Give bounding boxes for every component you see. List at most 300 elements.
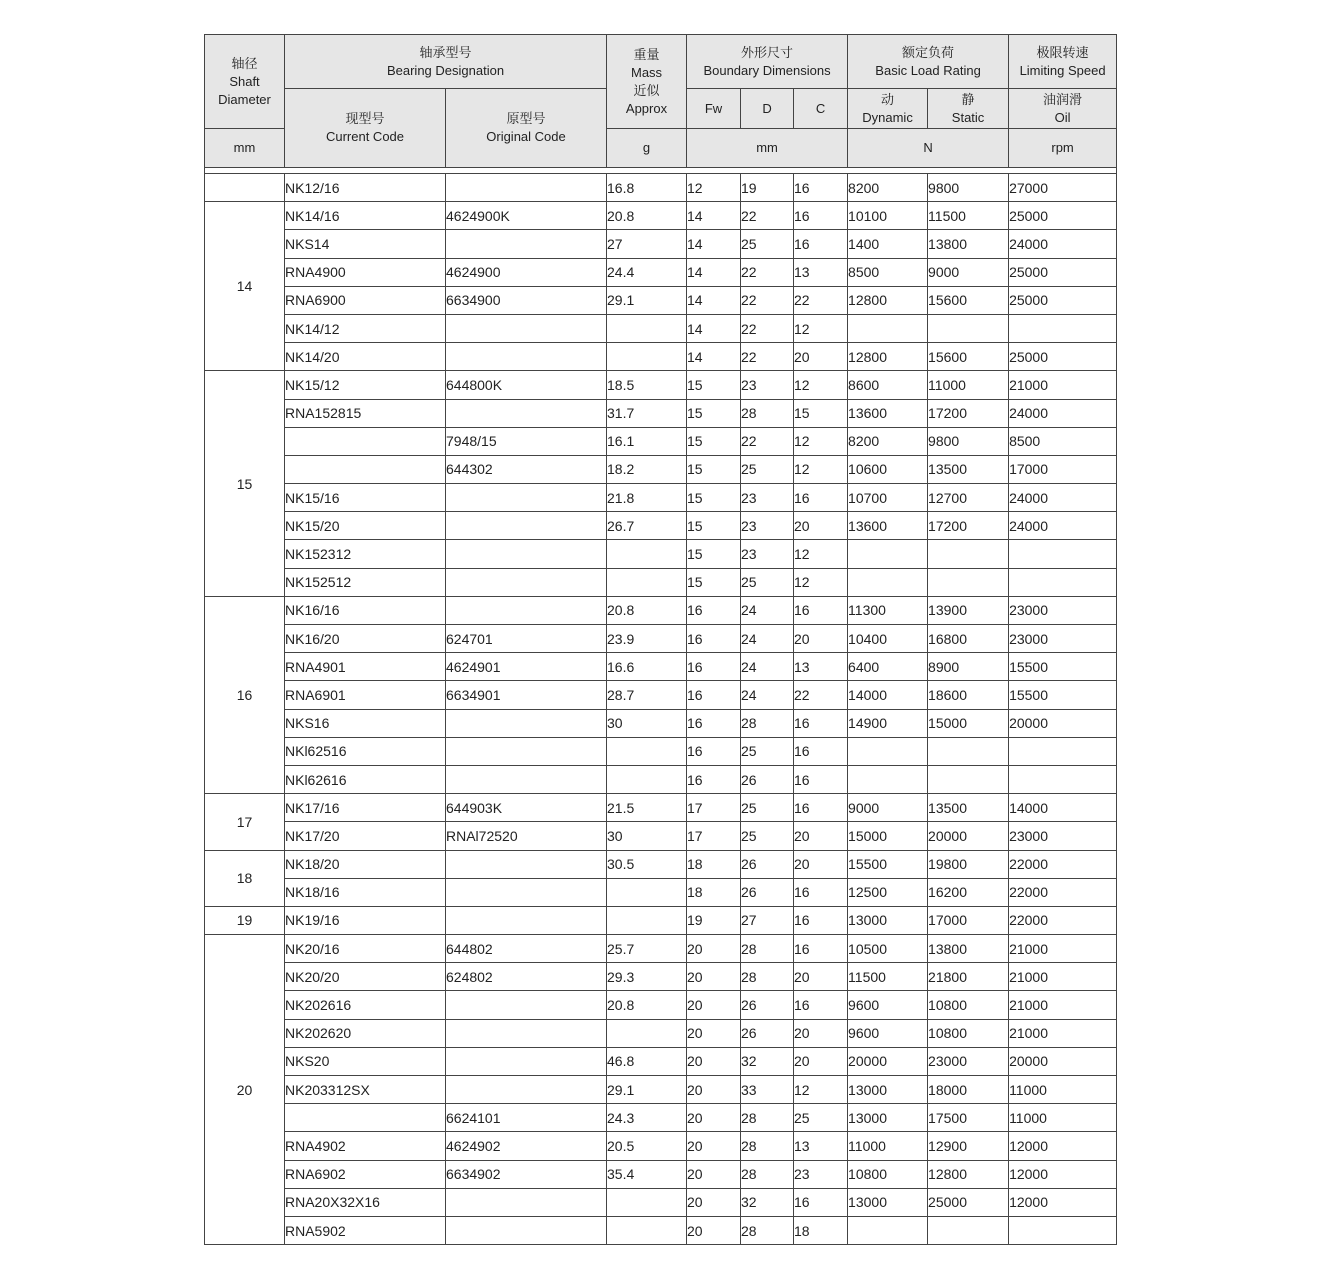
oil-speed-cell: 23000: [1009, 625, 1117, 653]
table-row: [205, 963, 1117, 991]
oil-speed-cell: 15500: [1009, 653, 1117, 681]
c-cell: 25: [794, 1104, 848, 1132]
original-code-cell: [446, 1188, 607, 1216]
dynamic-load-cell: 6400: [848, 653, 928, 681]
mass-header: 重量 Mass 近似 Approx: [607, 35, 687, 129]
table-row: [205, 681, 1117, 709]
mass-cell: [607, 343, 687, 371]
static-load-cell: 18000: [928, 1076, 1009, 1104]
current-code-cell: NK152312: [285, 540, 446, 568]
fw-cell: 14: [687, 314, 741, 342]
original-code-cell: 644802: [446, 935, 607, 963]
oil-speed-cell: 21000: [1009, 935, 1117, 963]
original-code-cell: [446, 765, 607, 793]
current-code-cell: NK19/16: [285, 906, 446, 934]
mass-cell: 24.4: [607, 258, 687, 286]
oil-speed-cell: 23000: [1009, 822, 1117, 850]
original-code-cell: 644800K: [446, 371, 607, 399]
mass-cell: 30.5: [607, 850, 687, 878]
fw-cell: 15: [687, 399, 741, 427]
table-row: [205, 878, 1117, 906]
fw-header: Fw: [687, 89, 741, 129]
c-cell: 16: [794, 202, 848, 230]
static-load-cell: 18600: [928, 681, 1009, 709]
fw-cell: 20: [687, 1160, 741, 1188]
dynamic-load-cell: 8500: [848, 258, 928, 286]
static-header: 静 Static: [928, 89, 1009, 129]
d-cell: 28: [741, 935, 794, 963]
dynamic-load-cell: 11000: [848, 1132, 928, 1160]
dynamic-load-cell: [848, 568, 928, 596]
oil-speed-cell: 12000: [1009, 1188, 1117, 1216]
table-row: [205, 512, 1117, 540]
current-code-cell: NK18/20: [285, 850, 446, 878]
d-cell: 28: [741, 1104, 794, 1132]
original-code-cell: [446, 314, 607, 342]
table-row: [205, 1132, 1117, 1160]
c-cell: 16: [794, 906, 848, 934]
oil-speed-cell: 20000: [1009, 1047, 1117, 1075]
c-cell: 16: [794, 1188, 848, 1216]
shaft-diameter-cell: 18: [205, 850, 285, 906]
d-cell: 28: [741, 963, 794, 991]
oil-speed-cell: 23000: [1009, 596, 1117, 624]
mass-cell: 29.1: [607, 286, 687, 314]
oil-speed-cell: 25000: [1009, 343, 1117, 371]
original-code-cell: 7948/15: [446, 427, 607, 455]
table-row: [205, 1160, 1117, 1188]
current-code-cell: RNA4902: [285, 1132, 446, 1160]
static-load-cell: 8900: [928, 653, 1009, 681]
dynamic-load-cell: 8200: [848, 174, 928, 202]
current-code-cell: NKS20: [285, 1047, 446, 1075]
c-cell: 20: [794, 343, 848, 371]
static-load-cell: 9800: [928, 427, 1009, 455]
fw-cell: 16: [687, 765, 741, 793]
static-load-cell: 11000: [928, 371, 1009, 399]
current-code-cell: [285, 427, 446, 455]
fw-cell: 20: [687, 1019, 741, 1047]
c-cell: 16: [794, 596, 848, 624]
shaft-diameter-cell: 14: [205, 202, 285, 371]
mass-cell: [607, 906, 687, 934]
static-load-cell: [928, 314, 1009, 342]
current-code-cell: NK17/20: [285, 822, 446, 850]
fw-cell: 15: [687, 455, 741, 483]
current-code-cell: NK17/16: [285, 794, 446, 822]
static-load-cell: 17200: [928, 512, 1009, 540]
shaft-header: 轴径 Shaft Diameter: [205, 35, 285, 129]
d-cell: 19: [741, 174, 794, 202]
current-code-cell: NK16/16: [285, 596, 446, 624]
d-cell: 27: [741, 906, 794, 934]
table-row: [205, 625, 1117, 653]
original-code-cell: [446, 850, 607, 878]
static-load-cell: 15000: [928, 709, 1009, 737]
oil-speed-cell: 25000: [1009, 258, 1117, 286]
c-cell: 16: [794, 878, 848, 906]
c-cell: 13: [794, 258, 848, 286]
c-cell: 16: [794, 935, 848, 963]
original-code-cell: [446, 878, 607, 906]
fw-cell: 14: [687, 230, 741, 258]
c-cell: 12: [794, 427, 848, 455]
current-code-cell: NK15/16: [285, 484, 446, 512]
mass-cell: 30: [607, 822, 687, 850]
mass-cell: 18.2: [607, 455, 687, 483]
dynamic-load-cell: 13000: [848, 1188, 928, 1216]
original-code-cell: 6634900: [446, 286, 607, 314]
mass-cell: 20.8: [607, 202, 687, 230]
fw-cell: 20: [687, 1132, 741, 1160]
c-cell: 20: [794, 822, 848, 850]
d-header: D: [741, 89, 794, 129]
d-cell: 23: [741, 484, 794, 512]
current-code-cell: NK15/20: [285, 512, 446, 540]
d-cell: 22: [741, 343, 794, 371]
fw-cell: 16: [687, 596, 741, 624]
mass-cell: 29.1: [607, 1076, 687, 1104]
shaft-diameter-cell: 19: [205, 906, 285, 934]
original-code-cell: [446, 568, 607, 596]
fw-cell: 20: [687, 1047, 741, 1075]
original-code-cell: 4624900: [446, 258, 607, 286]
d-cell: 28: [741, 709, 794, 737]
c-cell: 16: [794, 794, 848, 822]
table-body: [205, 174, 1117, 1245]
d-cell: 23: [741, 512, 794, 540]
oil-speed-cell: 24000: [1009, 230, 1117, 258]
mass-cell: 25.7: [607, 935, 687, 963]
d-cell: 33: [741, 1076, 794, 1104]
d-cell: 25: [741, 822, 794, 850]
fw-cell: 20: [687, 991, 741, 1019]
d-cell: 26: [741, 850, 794, 878]
dynamic-load-cell: 10800: [848, 1160, 928, 1188]
c-cell: 20: [794, 1047, 848, 1075]
static-load-cell: 13800: [928, 230, 1009, 258]
table-row: [205, 1216, 1117, 1244]
c-cell: 18: [794, 1216, 848, 1244]
mass-cell: 20.8: [607, 991, 687, 1019]
fw-cell: 15: [687, 484, 741, 512]
dimensions-header: 外形尺寸 Boundary Dimensions: [687, 35, 848, 89]
table-row: [205, 596, 1117, 624]
oil-speed-cell: 12000: [1009, 1132, 1117, 1160]
oil-speed-cell: 22000: [1009, 850, 1117, 878]
fw-cell: 15: [687, 427, 741, 455]
c-cell: 22: [794, 681, 848, 709]
mass-cell: [607, 765, 687, 793]
mass-cell: 18.5: [607, 371, 687, 399]
mass-cell: [607, 1188, 687, 1216]
current-code-cell: NK18/16: [285, 878, 446, 906]
current-code-cell: NKS16: [285, 709, 446, 737]
current-code-cell: NK203312SX: [285, 1076, 446, 1104]
static-load-cell: 11500: [928, 202, 1009, 230]
d-cell: 28: [741, 1216, 794, 1244]
dynamic-load-cell: [848, 737, 928, 765]
original-code-cell: 4624900K: [446, 202, 607, 230]
fw-cell: 15: [687, 371, 741, 399]
fw-cell: 14: [687, 286, 741, 314]
dynamic-load-cell: 8600: [848, 371, 928, 399]
current-code-cell: NK14/20: [285, 343, 446, 371]
static-load-cell: 10800: [928, 991, 1009, 1019]
mass-cell: [607, 568, 687, 596]
shaft-diameter-cell: [205, 174, 285, 202]
dynamic-load-cell: 11500: [848, 963, 928, 991]
fw-cell: 16: [687, 653, 741, 681]
c-cell: 13: [794, 653, 848, 681]
oil-speed-cell: 21000: [1009, 963, 1117, 991]
c-cell: 12: [794, 540, 848, 568]
dynamic-load-cell: 13000: [848, 906, 928, 934]
mass-cell: 28.7: [607, 681, 687, 709]
current-code-cell: NK202616: [285, 991, 446, 1019]
d-cell: 23: [741, 540, 794, 568]
static-load-cell: [928, 765, 1009, 793]
dims-unit: mm: [687, 129, 848, 168]
original-code-cell: 624802: [446, 963, 607, 991]
table-row: [205, 653, 1117, 681]
mass-cell: [607, 1216, 687, 1244]
static-load-cell: 19800: [928, 850, 1009, 878]
d-cell: 22: [741, 427, 794, 455]
oil-speed-cell: [1009, 737, 1117, 765]
table-header: [205, 35, 1117, 174]
current-code-cell: NKl62616: [285, 765, 446, 793]
fw-cell: 14: [687, 343, 741, 371]
dynamic-load-cell: 12500: [848, 878, 928, 906]
oil-speed-cell: 21000: [1009, 1019, 1117, 1047]
table-row: [205, 484, 1117, 512]
shaft-diameter-cell: 16: [205, 596, 285, 793]
c-cell: 16: [794, 230, 848, 258]
dynamic-load-cell: 9000: [848, 794, 928, 822]
original-code-cell: 644903K: [446, 794, 607, 822]
current-code-cell: NK152512: [285, 568, 446, 596]
dynamic-load-cell: 10400: [848, 625, 928, 653]
oil-header: 油润滑 Oil: [1009, 89, 1117, 129]
shaft-unit: mm: [205, 129, 285, 168]
mass-cell: 27: [607, 230, 687, 258]
fw-cell: 20: [687, 1104, 741, 1132]
d-cell: 24: [741, 625, 794, 653]
oil-speed-cell: 8500: [1009, 427, 1117, 455]
table-row: [205, 371, 1117, 399]
shaft-diameter-cell: 20: [205, 935, 285, 1245]
current-code-cell: NK14/12: [285, 314, 446, 342]
fw-cell: 17: [687, 822, 741, 850]
dynamic-load-cell: 15000: [848, 822, 928, 850]
c-cell: 23: [794, 1160, 848, 1188]
static-load-cell: 15600: [928, 286, 1009, 314]
original-code-cell: [446, 540, 607, 568]
table-row: [205, 314, 1117, 342]
table-row: [205, 850, 1117, 878]
table-row: [205, 258, 1117, 286]
current-code-cell: NK16/20: [285, 625, 446, 653]
load-unit: N: [848, 129, 1009, 168]
fw-cell: 20: [687, 935, 741, 963]
c-cell: 12: [794, 568, 848, 596]
d-cell: 22: [741, 258, 794, 286]
c-cell: 20: [794, 625, 848, 653]
table-row: [205, 286, 1117, 314]
original-code-cell: [446, 1076, 607, 1104]
table-row: [205, 765, 1117, 793]
d-cell: 28: [741, 399, 794, 427]
d-cell: 26: [741, 765, 794, 793]
load-rating-header: 额定负荷 Basic Load Rating: [848, 35, 1009, 89]
c-cell: 20: [794, 512, 848, 540]
original-code-cell: [446, 737, 607, 765]
mass-cell: 21.5: [607, 794, 687, 822]
current-code-cell: NK202620: [285, 1019, 446, 1047]
table-row: [205, 822, 1117, 850]
oil-speed-cell: 17000: [1009, 455, 1117, 483]
dynamic-load-cell: 12800: [848, 286, 928, 314]
shaft-diameter-cell: 17: [205, 794, 285, 850]
static-load-cell: 13500: [928, 455, 1009, 483]
static-load-cell: 15600: [928, 343, 1009, 371]
mass-cell: 16.1: [607, 427, 687, 455]
fw-cell: 16: [687, 681, 741, 709]
dynamic-load-cell: 14000: [848, 681, 928, 709]
mass-cell: 20.8: [607, 596, 687, 624]
dynamic-load-cell: 1400: [848, 230, 928, 258]
dynamic-load-cell: [848, 314, 928, 342]
d-cell: 24: [741, 681, 794, 709]
current-code-cell: NK15/12: [285, 371, 446, 399]
table-row: [205, 991, 1117, 1019]
oil-speed-cell: 21000: [1009, 991, 1117, 1019]
d-cell: 24: [741, 596, 794, 624]
original-code-cell: [446, 1047, 607, 1075]
mass-cell: 23.9: [607, 625, 687, 653]
mass-cell: [607, 540, 687, 568]
c-cell: 16: [794, 484, 848, 512]
current-code-cell: NK20/16: [285, 935, 446, 963]
mass-cell: 26.7: [607, 512, 687, 540]
table-row: [205, 906, 1117, 934]
table-row: [205, 343, 1117, 371]
static-load-cell: 17000: [928, 906, 1009, 934]
d-cell: 25: [741, 230, 794, 258]
static-load-cell: 13800: [928, 935, 1009, 963]
d-cell: 26: [741, 1019, 794, 1047]
mass-cell: [607, 1019, 687, 1047]
oil-speed-cell: 24000: [1009, 484, 1117, 512]
table-row: [205, 1188, 1117, 1216]
static-load-cell: [928, 1216, 1009, 1244]
fw-cell: 15: [687, 512, 741, 540]
oil-speed-cell: 11000: [1009, 1076, 1117, 1104]
mass-cell: 20.5: [607, 1132, 687, 1160]
dynamic-load-cell: 10500: [848, 935, 928, 963]
fw-cell: 16: [687, 625, 741, 653]
oil-speed-cell: 14000: [1009, 794, 1117, 822]
static-load-cell: 10800: [928, 1019, 1009, 1047]
original-code-cell: [446, 991, 607, 1019]
table-row: [205, 399, 1117, 427]
fw-cell: 15: [687, 540, 741, 568]
c-cell: 16: [794, 737, 848, 765]
static-load-cell: 9000: [928, 258, 1009, 286]
original-code-header: 原型号 Original Code: [446, 89, 607, 168]
fw-cell: 20: [687, 1188, 741, 1216]
static-load-cell: [928, 540, 1009, 568]
original-code-cell: [446, 230, 607, 258]
c-cell: 12: [794, 314, 848, 342]
table-row: [205, 1047, 1117, 1075]
original-code-cell: 644302: [446, 455, 607, 483]
oil-speed-cell: 12000: [1009, 1160, 1117, 1188]
original-code-cell: 6624101: [446, 1104, 607, 1132]
d-cell: 28: [741, 1132, 794, 1160]
c-header: C: [794, 89, 848, 129]
dynamic-load-cell: 10600: [848, 455, 928, 483]
oil-speed-cell: [1009, 568, 1117, 596]
table-row: [205, 540, 1117, 568]
original-code-cell: RNAl72520: [446, 822, 607, 850]
d-cell: 22: [741, 314, 794, 342]
dynamic-load-cell: 12800: [848, 343, 928, 371]
static-load-cell: 13900: [928, 596, 1009, 624]
static-load-cell: 23000: [928, 1047, 1009, 1075]
static-load-cell: [928, 568, 1009, 596]
mass-unit: g: [607, 129, 687, 168]
d-cell: 26: [741, 991, 794, 1019]
original-code-cell: [446, 484, 607, 512]
static-load-cell: 12700: [928, 484, 1009, 512]
dynamic-load-cell: [848, 765, 928, 793]
oil-speed-cell: 20000: [1009, 709, 1117, 737]
dynamic-load-cell: 10700: [848, 484, 928, 512]
dynamic-load-cell: 15500: [848, 850, 928, 878]
fw-cell: 17: [687, 794, 741, 822]
c-cell: 20: [794, 850, 848, 878]
speed-unit: rpm: [1009, 129, 1117, 168]
dynamic-load-cell: 10100: [848, 202, 928, 230]
d-cell: 25: [741, 455, 794, 483]
oil-speed-cell: 11000: [1009, 1104, 1117, 1132]
original-code-cell: [446, 906, 607, 934]
static-load-cell: 12900: [928, 1132, 1009, 1160]
dynamic-load-cell: 14900: [848, 709, 928, 737]
dynamic-load-cell: 9600: [848, 991, 928, 1019]
current-code-cell: NKl62516: [285, 737, 446, 765]
static-load-cell: 9800: [928, 174, 1009, 202]
static-load-cell: 16800: [928, 625, 1009, 653]
mass-cell: 31.7: [607, 399, 687, 427]
mass-cell: [607, 314, 687, 342]
mass-cell: 21.8: [607, 484, 687, 512]
d-cell: 32: [741, 1047, 794, 1075]
static-load-cell: 16200: [928, 878, 1009, 906]
current-code-cell: RNA4900: [285, 258, 446, 286]
fw-cell: 20: [687, 1076, 741, 1104]
current-code-cell: RNA4901: [285, 653, 446, 681]
c-cell: 15: [794, 399, 848, 427]
table-row: [205, 455, 1117, 483]
current-code-cell: NK14/16: [285, 202, 446, 230]
mass-cell: 16.6: [607, 653, 687, 681]
c-cell: 12: [794, 1076, 848, 1104]
table-row: [205, 737, 1117, 765]
original-code-cell: [446, 174, 607, 202]
